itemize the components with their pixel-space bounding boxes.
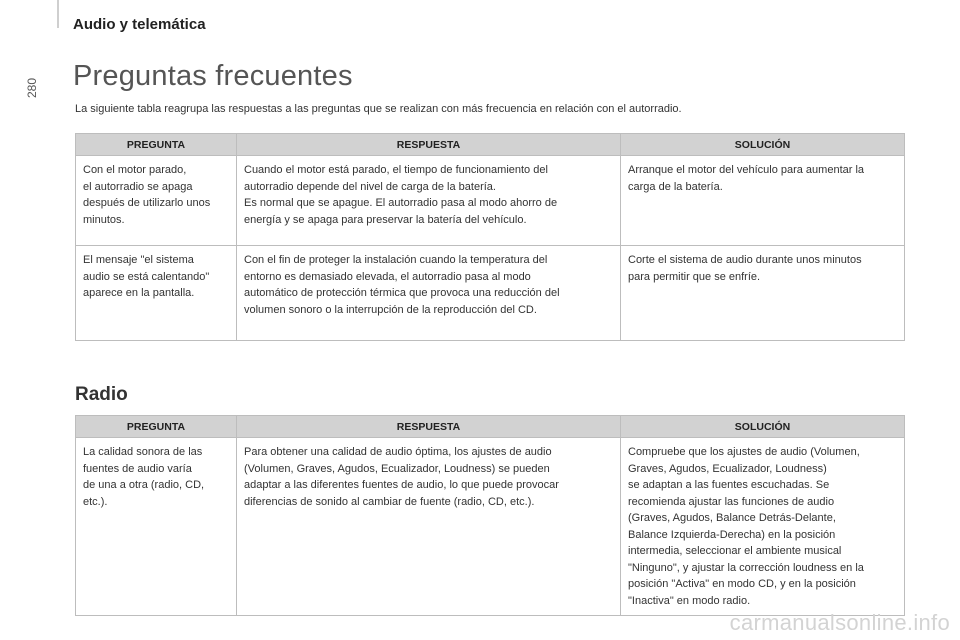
text-line: volumen sonoro o la interrupción de la reproducción del CD. (244, 303, 537, 316)
text-line: Balance Izquierda-Derecha) en la posición (628, 528, 836, 541)
cell-respuesta (237, 246, 621, 341)
cell-solucion (621, 438, 905, 616)
text-line: minutos. (83, 213, 125, 226)
page-title: Preguntas frecuentes (73, 60, 353, 92)
text-line: audio se está calentando" (83, 270, 210, 283)
text-line: Es normal que se apague. El autorradio pasa al modo ahorro de (244, 197, 558, 209)
text-line: "Ninguno", y ajustar la corrección loudness en la (628, 561, 864, 574)
text-line: aparece en la pantalla. (83, 287, 195, 299)
text-line: Arranque el motor del vehículo para aumentar la (628, 164, 865, 176)
intro-text: La siguiente tabla reagrupa las respuestas a las preguntas que se realizan con más frecuencia en relación con el autorradio. (75, 103, 682, 115)
text-line: recomienda ajustar las funciones de audio (628, 495, 835, 508)
text-line: autorradio depende del nivel de carga de la batería. (244, 180, 496, 193)
table-row (76, 246, 905, 341)
text-line: diferencias de sonido al cambiar de fuente (radio, CD, etc.). (244, 495, 535, 508)
text-line: Corte el sistema de audio durante unos minutos (628, 254, 862, 266)
table-header-row (76, 416, 905, 438)
text-line: para permitir que se enfríe. (628, 270, 761, 283)
cell-respuesta (237, 156, 621, 246)
text-line: Con el motor parado, (83, 164, 187, 176)
faq-table-general (75, 133, 905, 341)
header-rule (57, 0, 59, 28)
text-line: Graves, Agudos, Ecualizador, Loudness) (628, 462, 827, 475)
text-line: carga de la batería. (628, 180, 723, 193)
text-line: se adaptan a las fuentes escuchadas. Se (628, 479, 830, 491)
radio-heading: Radio (75, 384, 128, 405)
text-line: Compruebe que los ajustes de audio (Volumen, (628, 446, 860, 458)
text-line: intermedia, seleccionar el ambiente musical (628, 545, 842, 557)
header-solucion: SOLUCIÓN (621, 416, 905, 438)
text-line: (Volumen, Graves, Agudos, Ecualizador, Loudness) se pueden (244, 462, 550, 475)
text-line: el autorradio se apaga (83, 180, 193, 193)
faq-table-radio (75, 415, 905, 616)
table-header-row (76, 134, 905, 156)
cell-solucion (621, 246, 905, 341)
text-line: posición "Activa" en modo CD, y en la posición (628, 578, 856, 590)
text-line: después de utilizarlo unos (83, 197, 211, 209)
header-solucion: SOLUCIÓN (621, 134, 905, 156)
section-header: Audio y telemática (73, 16, 206, 33)
text-line: etc.). (83, 495, 108, 508)
text-line: La calidad sonora de las (83, 446, 203, 458)
cell-pregunta (76, 438, 237, 616)
cell-pregunta (76, 156, 237, 246)
cell-solucion (621, 156, 905, 246)
text-line: entorno es demasiado elevada, el autorradio pasa al modo (244, 270, 531, 283)
text-line: energía y se apaga para preservar la batería del vehículo. (244, 213, 527, 226)
header-respuesta: RESPUESTA (237, 134, 621, 156)
cell-pregunta (76, 246, 237, 341)
page-number: 280 (25, 77, 39, 98)
cell-respuesta (237, 438, 621, 616)
header-pregunta: PREGUNTA (76, 134, 237, 156)
text-line: Con el fin de proteger la instalación cuando la temperatura del (244, 254, 548, 266)
table-row (76, 156, 905, 246)
text-line: Cuando el motor está parado, el tiempo de funcionamiento del (244, 164, 548, 176)
header-respuesta: RESPUESTA (237, 416, 621, 438)
text-line: de una a otra (radio, CD, (83, 479, 205, 491)
watermark: carmanualsonline.info (729, 610, 950, 635)
text-line: automático de protección térmica que provoca una reducción del (244, 287, 560, 299)
text-line: (Graves, Agudos, Balance Detrás-Delante, (628, 512, 836, 524)
text-line: adaptar a las diferentes fuentes de audio, lo que puede provocar (244, 479, 559, 491)
table-row (76, 438, 905, 616)
header-pregunta: PREGUNTA (76, 416, 237, 438)
text-line: "Inactiva" en modo radio. (628, 594, 751, 607)
text-line: Para obtener una calidad de audio óptima, los ajustes de audio (244, 446, 552, 458)
text-line: fuentes de audio varía (83, 462, 192, 475)
text-line: El mensaje "el sistema (83, 254, 194, 266)
